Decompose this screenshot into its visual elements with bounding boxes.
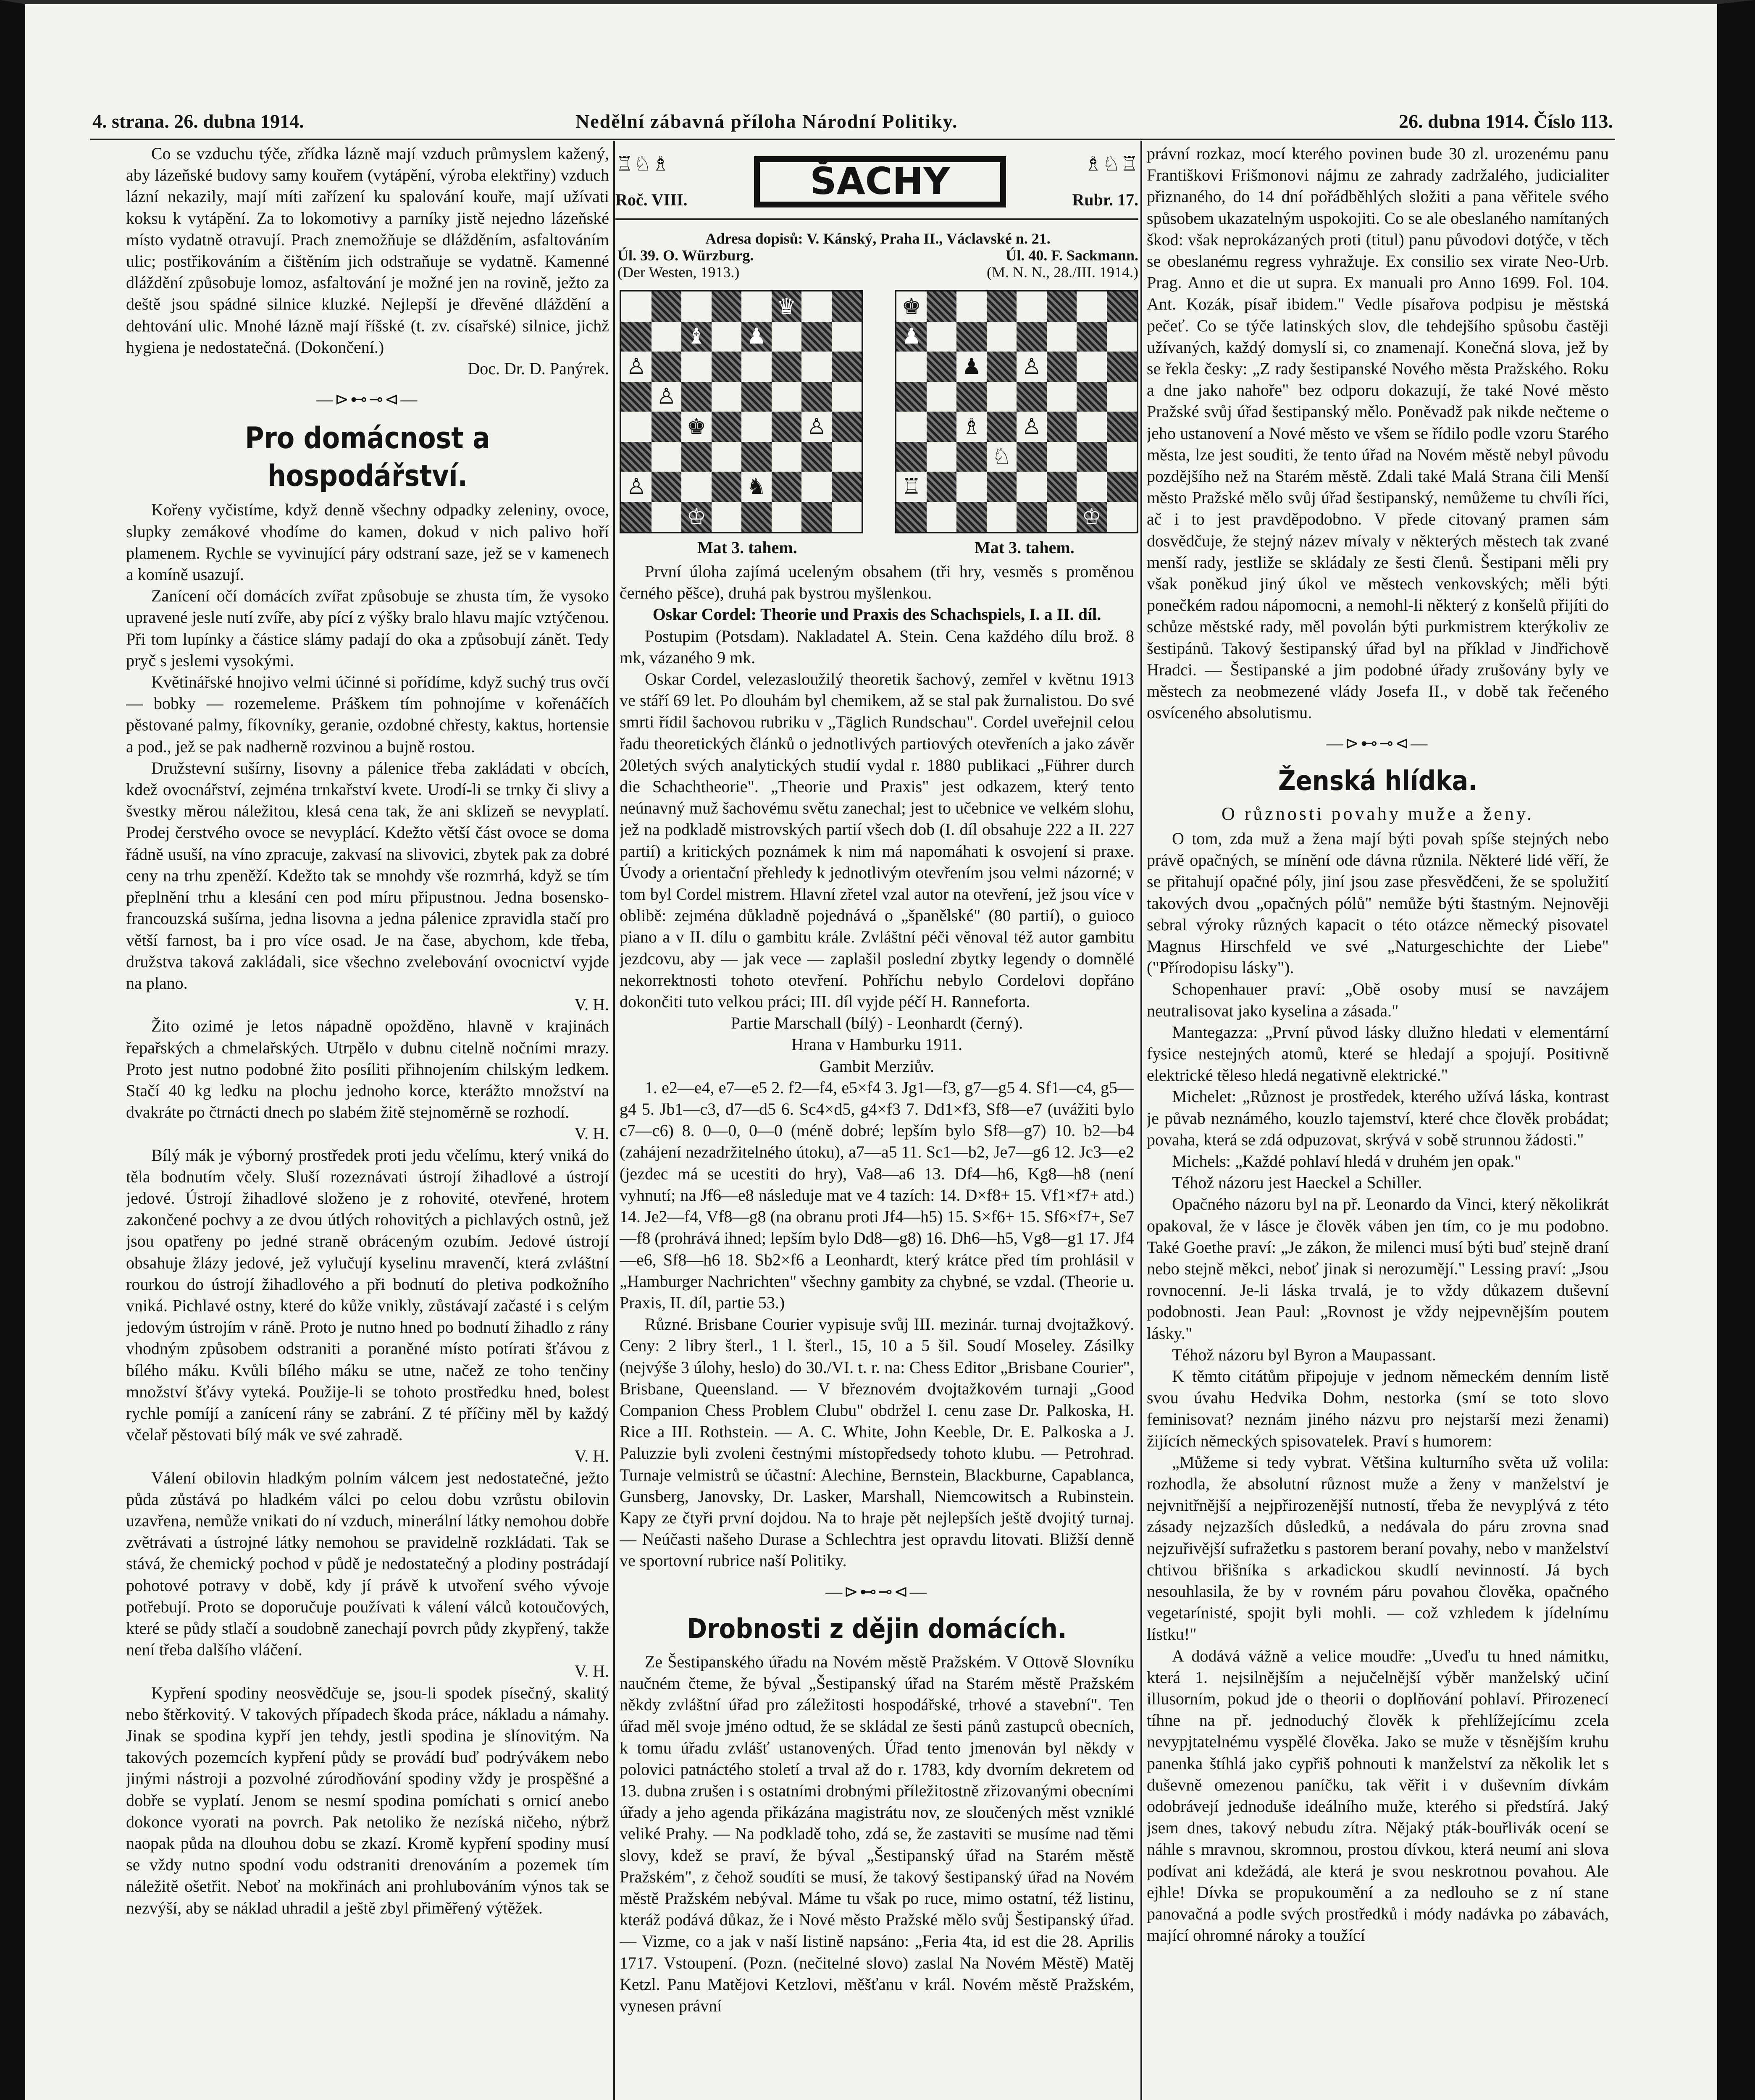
board-square [927, 502, 957, 532]
problem-2-source: (M. N. N., 28./III. 1914.) [987, 264, 1138, 281]
dohm-quote-1: „Můžeme si tedy vybrat. Většina kulturního světa už volila: rozhodla, že absolutní různost muže a ženy v manželství je nejvnitřnější a nejpřirozenější nutností, třeba že nevyplývá z této zásady nejzazších důsledků, a nedávala do páru zrovna snad nejzuřivější sufražetku s pastorem beraní povahy, nebo v manželství chtivou břišníka s arkadickou skudlí nevinností. Já bych nesouhlasila, že by v rovném páru povahou člověka, opačného vegetarínisté, spojit byli mohli. — což vzhledem k jídelnímu lístku!" [1147, 1452, 1609, 1644]
board-square [1047, 352, 1077, 382]
board-square [927, 291, 957, 322]
header-right: 26. dubna 1914. Číslo 113. [1399, 110, 1613, 132]
board-square [652, 412, 682, 442]
game-moves: 1. e2—e4, e7—e5 2. f2—f4, e5×f4 3. Jg1—f3, g7—g5 4. Sf1—c4, g5—g4 5. Jb1—c3, d7—d5 6. Sc4×d5, g4×f3 7. Dd1×f3, Sf8—e7 (uvážiti bylo c7—c6) 8. 0—0, 0—0 (méně dobré; lepším bylo Sf8—g7) 10. b2—b4 (zahájení nezadržitelného útoku), a7—a5 11. Sc1—b2, Je7—g6 12. Jc3—e2 (jezdec má se ucestiti do hry), Va8—a6 13. Df4—h6, Kg8—h8 (není vyhnutí; na Jf6—e8 následuje mat ve 4 tazích: 14. D×f8+ 15. Vf1×f7+ atd.) 14. Je2—f4, Vf8—g8 (na obranu proti Jf4—h5) 15. S×f6+ 15. Sf6×f7+, Se7—f8 (prohrává ihned; lepším bylo Dd8—g8) 16. Dh6—h5, Vg8—g1 17. Jf4—e6, Sf8—h6 18. Sb2×f6 a Leonhardt, který krátce před tím prohlásil v „Hamburger Nachrichten" všechny gambity za chybné, se vzdal. (Theorie u. Praxis, II. díl, partie 53.) [620, 1078, 1134, 1312]
book-title: Oskar Cordel: Theorie und Praxis des Schachspiels, I. a II. díl. [652, 605, 1101, 624]
board-square [801, 382, 832, 412]
board-square [956, 472, 987, 502]
board-square [772, 502, 802, 532]
page-header [92, 110, 1613, 135]
board-square [801, 502, 832, 532]
board-square [927, 322, 957, 352]
board-square [741, 291, 772, 322]
problem-1-title: Úl. 39. O. Würzburg. [617, 247, 754, 264]
board-square [712, 412, 742, 442]
board-square [772, 322, 802, 352]
board-square [1047, 472, 1077, 502]
board-square [652, 322, 682, 352]
header-center: Nedělní zábavná příloha Národní Politiky. [575, 110, 958, 132]
ornament-divider: —⊳⊷⊸⊲— [825, 1582, 928, 1601]
board-square [1077, 442, 1107, 472]
board-square [1047, 502, 1077, 532]
problem-2-title: Úl. 40. F. Sackmann. [1006, 247, 1138, 264]
board-square [712, 442, 742, 472]
board-square [956, 442, 987, 472]
board-square [956, 382, 987, 412]
board-square [1047, 291, 1077, 322]
board-square [1107, 382, 1137, 412]
board-square [1017, 442, 1047, 472]
board-square [1107, 322, 1137, 352]
board-square [712, 502, 742, 532]
game-opening: Gambit Merziův. [820, 1056, 934, 1076]
ornament-divider: —⊳⊷⊸⊲— [1326, 734, 1429, 753]
board-square [832, 352, 862, 382]
board-square [1047, 442, 1077, 472]
board-square: ♙ [621, 352, 652, 382]
board-square [1077, 382, 1107, 412]
board-square [741, 502, 772, 532]
ornament-divider: —⊳⊷⊸⊲— [316, 390, 419, 409]
board-square [1047, 412, 1077, 442]
board-square [1017, 382, 1047, 412]
signature: V. H. [574, 995, 609, 1014]
board-square [1017, 322, 1047, 352]
board-square [896, 352, 927, 382]
item-subsoil: Kypření spodiny neosvědčuje se, jsou-li spodek písečný, skalitý nebo štěrkovitý. V takových případech škoda práce, nákladu a námahy. Jinak se spodina kypří jen tehdy, jestli spodina je slínovitým. Na takových pozemcích kypření půdy se provádí buď podrývákem nebo jinými nástroji a pozvolné zúrodňování spodiny vždy je prospěšné a dobře se vyplatí. Jenom se nesmí spodina pomíchati s ornicí anebo dokonce vyorati na povrch. Pak netoliko že nezíská ničeho, nýbrž naopak půda na dlouhou dobu se zkazí. Kromě kypření spodiny musí se vždy nutno spodní vodu odstraniti drenováním a pozemek tím náležitě ošetřit. Neboť na mokřinách ani prohlubováním výnos tak se nezvýší, aby se náklad uhradil a ještě zbyl přiměřený výtěžek. [126, 1683, 609, 1917]
board-square [1107, 352, 1137, 382]
item-dryers: Družstevní sušírny, lisovny a pálenice třeba zakládati v obcích, kdež ovocnářství, zejména trnkařství kvete. Urodí-li se trnky či slivy a švestky měrou náležitou, klesá cena tak, že ani sklizeň se nevyplatí. Prodej čerstvého ovoce se nevyplácí. Kdežto větší část ovoce se doma řádně usuší, na víno zpracuje, zakvasí na slivovici, zbytek pak za dobré ceny na trhu zpeněží. Kdežto tak se mnohdy vše rozmrhá, když se tím přeplnění trhu a klesání cen pod míru připustnou. Jedna bosensko-francouzská sušírna, jedna lisovna a jedna pálenice zpravidla stačí pro větší farnost, ba i pro více osad. Je na čase, abychom, kde třeba, družstva taková zakládali, sice všechno zvelebování ovocnictví vyjde na plano. [126, 758, 609, 992]
board-square: ♟ [956, 352, 987, 382]
board-square [772, 442, 802, 472]
board-square [832, 472, 862, 502]
board-square [832, 502, 862, 532]
chess-pieces-icon: ♗♘♖ [1084, 152, 1138, 176]
board-square [832, 382, 862, 412]
board-square [712, 322, 742, 352]
chess-board-1 [620, 290, 863, 533]
board-square [681, 442, 712, 472]
board-square [1107, 442, 1137, 472]
problem-headings [617, 247, 1138, 264]
board-square [896, 502, 927, 532]
section-title-household: Pro domácnost a hospodářství. [245, 421, 490, 494]
board-square: ♙ [652, 382, 682, 412]
chess-address: Adresa dopisů: V. Kánský, Praha II., Václavské n. 21. [705, 230, 1051, 247]
board-square [987, 502, 1017, 532]
section-title-history: Drobnosti z dějin domácích. [687, 1613, 1067, 1645]
board-square [1077, 412, 1107, 442]
board-square [832, 291, 862, 322]
board-square [621, 322, 652, 352]
board-square [741, 412, 772, 442]
board-square [927, 472, 957, 502]
board-square [987, 382, 1017, 412]
item-rolling: Válení obilovin hladkým polním válcem jest nedostatečné, ježto půda zůstává po hladkém válci po celou dobu vzrůstu obilovin uzavřena, nemůže vnikati do ní vzduch, minerální látky nemohou dobře zvětrávati a ústrojné látky nemohou se pravidelně rozkládati. Tak se stává, že chemický pochod v půdě je nedostatečný a plodiny postrádají pohotové potravy v době, kdy jí právě k utvoření svého vývoje potřebují. Proto se doporučuje používati k válení válců kotoučových, které se půdy stlačí a soudobně zanechají povrch půdy zkypřený, takže není třeba dalšího vláčení. [126, 1468, 609, 1659]
chess-diagrams [620, 290, 1140, 533]
board-square: ♖ [896, 472, 927, 502]
board-square: ♛ [772, 291, 802, 322]
author-signature: Doc. Dr. D. Panýrek. [468, 359, 609, 378]
board-square [712, 472, 742, 502]
board-1-caption: Mat 3. tahem. [697, 538, 797, 557]
dohm-intro: K těmto citátům připojuje v jednom německém denním listě svou úvahu Hedvika Dohm, nestorka (smí se toto slovo feminisovat? neznám jiného názvu pro nejstarší mezi ženami) žijících německých spisovatelek. Praví s humorem: [1147, 1366, 1609, 1450]
board-square [832, 322, 862, 352]
column-1 [126, 143, 609, 2100]
women-intro: O tom, zda muž a žena mají býti povah spíše stejných nebo právě opačných, se mínění ode dávna různila. Některé lidé věří, že se přitahují opačné póly, jiní jsou zase přesvědčeni, že se spolužití takových dvou „opačných pólů" nemůže býti štastným. Nejnověji sebral výroky různých kapacit o této otázce německý pisovatel Magnus Hirschfeld ve své „Naturgeschichte der Liebe" ("Přírodopisu lásky"). [1147, 829, 1609, 977]
chess-pieces-icon: ♖♘♗ [615, 152, 670, 176]
opposite-view: Opačného názoru byl na př. Leonardo da Vinci, který několikrát opakoval, že v lásce je člověk váben jen tím, co je mu podobno. Také Goethe praví: „Je zákon, že milenci musí býti buď stejně draní nebo stejně měkci, neboť jinak si nerozumějí." Lessing praví: „Jsou rovnocenní. Je-li láska trvalá, je to vždy důkazem duševní podobnosti. Jean Paul: „Rovnost je vždy nejpevnějším poutem lásky." [1147, 1194, 1609, 1343]
board-square: ♝ [681, 322, 712, 352]
board-square: ♟ [896, 322, 927, 352]
board-square [956, 502, 987, 532]
board-square [621, 502, 652, 532]
board-square [801, 442, 832, 472]
board-square [987, 322, 1017, 352]
column-2 [620, 561, 1134, 2100]
board-square [652, 442, 682, 472]
board-square [772, 352, 802, 382]
problem-sources [617, 264, 1138, 281]
game-heading: Partie Marschall (bílý) - Leonhardt (černý). [730, 1013, 1023, 1033]
board-square [832, 412, 862, 442]
board-square [927, 382, 957, 412]
chess-board-2 [895, 290, 1138, 533]
board-square [772, 382, 802, 412]
quote-mantegazza: Mantegazza: „První původ lásky dlužno hledati v elementární fysice nestejných atomů, které se hledají a spojují. Positivně elektrické těleso hledá negativně elektrické." [1147, 1022, 1609, 1085]
board-square [987, 352, 1017, 382]
column-3 [1147, 143, 1609, 2100]
board-square: ♚ [681, 412, 712, 442]
note-byron: Téhož názoru byl Byron a Maupassant. [1172, 1345, 1436, 1364]
board-square: ♚ [896, 291, 927, 322]
dohm-quote-2: A dodává vážně a velice moudře: „Uveďu tu hned námitku, která 1. nejsilnějším a nejučelnější výběr manželský učiní illusorním, pokud jde o theorii o doplňování pohlaví. Přirozenecí tíhne na př. jednoduchý člověk k přehlížejícímu zcela nevypjtatelnému vyspělé člověka. Jako se muže v těsnějším kruhu panenka štíhlá jako cypřiš pohnouti k manželství za několik let s duševně omezenou paníčku, tak věřit i v duševním dívkám odobrávejí jednoduše ideálního muže, kterého si předstírá. Jaký jsem dnes, takový nebudu zítra. Nějaký pták-bouřlivák ocení se náhle s mravnou, skromnou, prostou dívkou, která neumí ani slova podívat ani kdežádá, ale která je svou neskrotnou povahou. Ale ejhle! Dívka se propukoumění a za nedlouho se z ní stane panovačná a podle svých prostředků i módy nadávka po zábavách, mající ohromné nároky a toužící [1147, 1646, 1609, 1945]
board-square [681, 382, 712, 412]
header-left: 4. strana. 26. dubna 1914. [92, 110, 304, 132]
board-square [927, 442, 957, 472]
board-square [956, 322, 987, 352]
board-square [1077, 322, 1107, 352]
board-square [896, 412, 927, 442]
board-2-caption: Mat 3. tahem. [975, 538, 1075, 557]
board-square [956, 291, 987, 322]
volume-label: Roč. VIII. [615, 190, 688, 209]
board-square [987, 472, 1017, 502]
banner-title: ŠACHY [760, 162, 1000, 202]
board-square [772, 472, 802, 502]
board-square [927, 352, 957, 382]
board-square [1077, 352, 1107, 382]
chess-commentary: První úloha zajímá uceleným obsahem (tři hry, vesměs s proměnou černého pěšce), druhá pak bystrou myšlenkou. [620, 562, 1134, 603]
board-square [772, 412, 802, 442]
board-square: ♗ [956, 412, 987, 442]
board-square [652, 502, 682, 532]
board-square [681, 291, 712, 322]
item-rye: Žito ozimé je letos nápadně opožděno, hlavně v krajinách řepařských a chmelařských. Utrpělo v dubnu citelně nočními mrazy. Proto jest nutno podobné žito posíliti přihnojením chilským ledkem. Stačí 40 kg ledku na plochu jednoho korce, kterážto množství na dvakráte po čtrnácti dnech po slabém žitě stejnoměrně se rozhodí. [126, 1016, 609, 1122]
item-poppy: Bílý mák je výborný prostředek proti jedu včelímu, který vniká do těla bodnutím včely. Sluší rozeznávati ústrojí žihadlové a ústrojí jedové. Ústrojí žihadlové složeno je z rohovité, otevřené, hrotem zakončené pochvy a ze dvou útlých rohovitých a pichlavých ostnů, jež jsou opatřeny po jedné straně obráceným ozubím. Jedové ústrojí obsahuje žlázy jedové, jež vylučují kyselinu mravenčí, která zvláštní rourkou do ústrojí žihadlového a při bodnutí do pletiva podkožního vniká. Pichlavé ostny, které do kůže vnikly, zůstávají začasté i s celým jedovým ústrojím v ráně. Proto je nutno hned po bodnutí žihadlo z rány vhodným způsobem odstraniti a poraněné místo potírati šťávou z bílého máku. Kvůli bílého máku se utne, načež ze toho tenčiny množství šťávy vyteká. Použije-li se tohoto prostředku hned, bolest rychle pomíjí a zanícení rány se zabrání. Z té příčiny měl by každý včelař pěstovati bílý mák ve své zahradě. [126, 1145, 609, 1444]
board-square: ♔ [681, 502, 712, 532]
board-square [621, 412, 652, 442]
history-article-continued: právní rozkaz, mocí kterého povinen bude 30 zl. urozenému panu Františkovi Frišmonovi nájmu ze zahrady zadržalého, judicialiter přiznaného, do 14 dní pořádběhlých složiti a pana věřitele svého spůsobem ukazatelným uspokojiti. Co se ale obeslaného namítaných škod: však neprokázaných proti (titul) panu původovi dotýče, v těch se obeslanému regress vyhražuje. Ex consilio sex virate Neo-Urb. Prag. Anno et die ut supra. Ex manuali pro Anno 1699. Fol. 104. Ant. Kozák, písař ibidem." Vedle písařova podpisu je městská pečeť. Co se týče latinských slov, dle tehdejšího spůsobu častěji užívaných, každý domyslí si, co znamenají. Konečná slova, jež by se řekla česky: „Z rady šestipanské Nového města Pražského. Roku a dne jako nahoře" bez odporu dokazují, že také Nové město Pražské svůj úřad šestipanský mělo. Poněvadž pak nikde nečteme o jeho ustanovení a Nové město ve všem se řídilo podle vzoru Starého města, lze jest souditi, že tento úřad na Novém městě nebyl původu pozdějšího než na Starém městě. Zdali také Malá Strana čili Menší město Pražské mělo svůj úřad šestipanský, nemůžeme tu chvíli říci, ač i to jest pravděpodobno. V přede citovaný pramen sám dosvědčuje, že stejný název mívaly v některých městech tak zvané menší rady, jestliže se skládaly ze šesti členů. Šestipani měli pry však poněkud jiný úkol ve městech venkovských; měli býti ponečkém radou nápomocni, a nemohl-li některý z konšelů přijíti do schůze městské rady, měl povolán býti purkmistrem kterýkoliv ze šestipánů. Takový šestipanský úřad byl na příklad v Jindřichově Hradci. — Šestipanské a jim podobné úřady zrušovány byly ve městech za neobmezené vlády Josefa II., v době tak řečeného osvíceného absolutismu. [1147, 144, 1609, 722]
board-square: ♙ [1017, 352, 1047, 382]
board-square: ♘ [987, 442, 1017, 472]
board-square [621, 382, 652, 412]
chess-banner [615, 148, 1138, 215]
board-square: ♙ [1017, 412, 1047, 442]
quote-michels: Michels: „Každé pohlaví hledá v druhém jen opak." [1172, 1151, 1521, 1171]
board-square [681, 352, 712, 382]
board-square [712, 291, 742, 322]
signature: V. H. [574, 1446, 609, 1466]
book-publisher: Postupim (Potsdam). Nakladatel A. Stein. Cena každého dílu brož. 8 mk, vázaného 9 mk. [620, 626, 1134, 667]
section-subtitle: O různosti povahy muže a ženy. [1221, 803, 1534, 824]
item-chimneys: Kořeny vyčistíme, když denně všechny odpadky zeleniny, ovoce, slupky zemákové vhodíme do kamen, dokud v nich palivo hoří plamenem. Rychle se vyvinující páry odstraní saze, jež se v kamenech a komíně usazují. [126, 500, 609, 584]
board-square [621, 442, 652, 472]
board-square [652, 352, 682, 382]
board-square [832, 442, 862, 472]
signature: V. H. [574, 1124, 609, 1143]
board-square [1107, 291, 1137, 322]
board-square [1107, 502, 1137, 532]
section-title-women: Ženská hlídka. [1278, 765, 1478, 797]
board-square [1017, 502, 1047, 532]
signature: V. H. [574, 1662, 609, 1681]
board-square [1107, 472, 1137, 502]
banner-box [754, 156, 1006, 207]
board-square [987, 291, 1017, 322]
board-square: ♔ [1077, 502, 1107, 532]
board-square [801, 291, 832, 322]
board-square [1077, 472, 1107, 502]
board-square [621, 291, 652, 322]
quote-schopenhauer: Schopenhauer praví: „Obě osoby musí se navzájem neutralisovat jako kyselina a zásada." [1147, 979, 1609, 1020]
board-square: ♙ [621, 472, 652, 502]
board-square [1107, 412, 1137, 442]
rubric-label: Rubr. 17. [1072, 190, 1138, 209]
board-square [801, 322, 832, 352]
quote-michelet: Michelet: „Různost je prostředek, kterého užívá láska, kontrast je půvab neznámého, kouzlo tajemství, které chce člověk probádat; povaha, která se zdá odpuzovat, skrývá v sobě strunnou žádosti." [1147, 1087, 1609, 1149]
chess-address-block [617, 230, 1138, 281]
board-square [712, 382, 742, 412]
item-eyes: Zanícení očí domácích zvířat způsobuje se zhusta tím, že vysoko upravené jesle nutí zvíře, aby pící z výšky bralo hlavu majíc vztýčenou. Při tom lupínky a částice slámy padají do oka a způsobují zánět. Tedy pryč s jeslemi vysokými. [126, 586, 609, 670]
board-square [1047, 322, 1077, 352]
board-square: ♙ [801, 412, 832, 442]
cordel-review: Oskar Cordel, velezasloužilý theoretik šachový, zemřel v květnu 1913 ve stáří 69 let. Po dlouhám byl chemikem, až se stal pak žurnalistou. Do své smrti řídil šachovou rubriku v „Täglich Rundschau". Cordel uveřejnil celou řadu theoretických článků o jednotlivých partiových otevřeních a jako závěr 20letých svých analytických studií vydal r. 1880 publikaci „Führer durch die Schachtheorie". „Theorie und Praxis" jest odkazem, který tento neúnavný muž šachovému světu zanechal; jest to učebnice ve velkém slohu, jež na podkladě mistrovských partií všech dob (I. díl obsahuje 222 a II. 227 partií) a kritických poznámek k nim má napomáhati k osvojení si praxe. Úvody a orientační přehledy k jednotlivým otevřením jsou velmi názorné; v tom byl Cordel mistrem. Hlavní zřetel vzal autor na otevření, jež jsou více v oblibě: zejména důkladně pojednává o „španělské" (80 partií), o guioco piano a v II. dílu o gambitu krále. Zvláštní péči věnoval též autor gambitu jezdcovu, aby — jak vece — zaplašil poslední zbytky legendy o domnělé nekorrektnosti tohoto otevření. Pohříchu nebylo Cordelovi dopřáno dokončiti tuto velkou práci; III. díl vyjde péčí H. Ranneforta. [620, 669, 1134, 1011]
board-square [712, 352, 742, 382]
board-square [801, 352, 832, 382]
board-square [1047, 382, 1077, 412]
column-rule-1 [613, 141, 615, 2100]
board-square [652, 291, 682, 322]
game-place: Hrana v Hamburku 1911. [791, 1035, 963, 1054]
item-fertilizer: Květinářské hnojivo velmi účinné si pořídíme, když suchý trus ovčí — bobky — rozemeleme. Práškem tím pohnojíme v kořenáčích pěstované palmy, fíkovníky, geranie, ozdobné chřesty, kaktus, hortensie a pod., jež se pak nadherně rozvinou a bujně rostou. [126, 672, 609, 756]
board-square [987, 412, 1017, 442]
board-square [1017, 291, 1047, 322]
board-square [801, 472, 832, 502]
board-square [896, 382, 927, 412]
note-haeckel: Téhož názoru jest Haeckel a Schiller. [1172, 1173, 1422, 1192]
problem-1-source: (Der Westen, 1913.) [617, 264, 740, 281]
banner-rule [615, 218, 1138, 220]
article-air: Co se vzduchu týče, zřídka lázně mají vzduch průmyslem kažený, aby lázeňské budovy samy kouřem (vytápění, výroba elektřiny) vzduch lázní nekazily, mají míti zařízení ku spalování kouře, mají užívati koksu k vytápění. Za to lokomotivy a parníky jistě nejedno lázeňské místo vydatně otravují. Prach znemožňuje se dlážděním, asfaltováním ulic; postřikováním a čištěním jich odstraňuje se vydatně. Kamenné dláždění způsobuje lomoz, asfaltování je možné jen na rovině, ježto za deště jsou spádné silnice kluzké. Nejlepší je dřevěné dláždění a dehtování ulic. Mnohé lázně mají říšské (t. zv. císařské) silnice, jichž hygiena je nedostatečná. (Dokončení.) [126, 144, 609, 357]
board-square: ♞ [741, 472, 772, 502]
board-square [1017, 472, 1047, 502]
board-square [681, 472, 712, 502]
board-square [896, 442, 927, 472]
board-square [741, 382, 772, 412]
board-square [741, 352, 772, 382]
board-square: ♟ [741, 322, 772, 352]
board-square [652, 472, 682, 502]
board-square [1077, 291, 1107, 322]
board-square [927, 412, 957, 442]
column-rule-2 [1140, 141, 1142, 2100]
board-square [741, 442, 772, 472]
chess-news: Různé. Brisbane Courier vypisuje svůj III. mezinár. turnaj dvojtažkový. Ceny: 2 libry šterl., 1 l. šterl., 15, 10 a 5 šil. Soudí Moseley. Zásilky (nejvýše 3 úlohy, heslo) do 30./VI. t. r. na: Chess Editor „Brisbane Courier", Brisbane, Queensland. — V březnovém dvojtažkovém turnaji „Good Companion Chess Problem Clubu" obdržel I. cenu zase Dr. Palkoska, H. Rice a III. Rothstein. — A. C. White, John Keeble, Dr. E. Palkoska a J. Paluzzie byli zvoleni čestnými místopředsedy tohoto klubu. — Petrohrad. Turnaje velmistrů se účastní: Alechine, Bernstein, Blackburne, Capablanca, Gunsberg, Janovsky, Dr. Lasker, Marshall, Niemcowitsch a Rubinstein. Kapy ze čtyři první dojdou. Na to hraje pět nejlepších ještě dvojitý turnaj. — Neúčasti našeho Durase a Schlechtra jest opravdu litovati. Bližší denně ve sportovní rubrice naší Politiky. [620, 1315, 1134, 1570]
header-rule [90, 139, 1615, 140]
history-article: Ze Šestipanského úřadu na Novém městě Pražském. V Ottově Slovníku naučném čteme, že býval „Šestipanský úřad na Starém městě Pražském někdy zvláštní úřad pro záležitosti hospodářské, trhové a stavební". Ten úřad měl svoje jméno odtud, že se skládal ze šesti pánů zastupců obecních, k tomu úřadu zvlášť ustanovených. Úřad tento jmenován byl někdy v polovici patnáctého století a trval až do r. 1783, kdy dvorním dekretem od 13. dubna zrušen i s ostatními drobnými příležitostně zřizovanými obecními úřady a jeho agenda přikázána magistrátu nov, ze sloučených měst vzniklé veliké Prahy. — Na podkladě toho, zdá se, že zastaviti se musíme nad těmi slovy, kdež se praví, že býval „Šestipanský úřad na Starém městě Pražském", z čehož soudíti se musí, že takový šestipanský úřad na Novém městě Pražském nebýval. Máme tu však po ruce, mimo ostatní, též listinu, kteráž podává důkaz, že i Nové město Pražské mělo svůj Šestipanský úřad. — Vizme, co a jak v naší listině napsáno: „Feria 4ta, id est die 28. Aprilis 1717. Vstoupení. (Pozn. (nečitelné slovo) zaslal Na Novém Městě) Matěj Ketzl. Panu Matějovi Ketzlovi, měšťanu v král. Novém městě Pražském, vynesen právní [620, 1652, 1134, 2015]
